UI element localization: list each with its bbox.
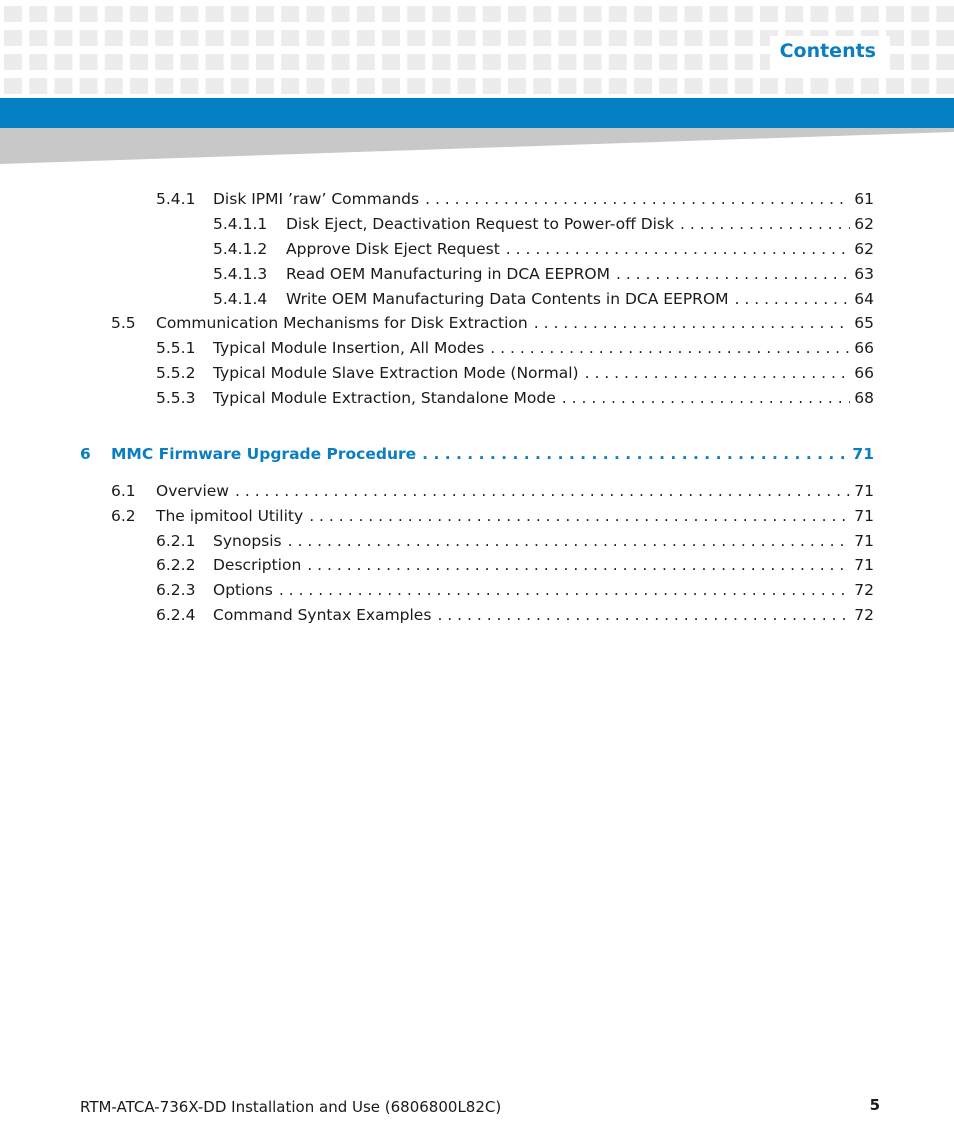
toc-entry[interactable]: [213, 239, 874, 259]
header-blue-band: [0, 98, 954, 128]
toc-entry-label: Disk IPMI ’raw’ Commands: [213, 190, 420, 208]
toc-entry-page: 68: [854, 389, 874, 407]
toc-entry-label: Write OEM Manufacturing Data Contents in DCA EEPROM: [286, 290, 729, 308]
header-grey-wedge: [0, 128, 954, 166]
toc-entry-number: 5.4.1.1: [213, 215, 268, 233]
toc-entry-label: Read OEM Manufacturing in DCA EEPROM: [286, 265, 610, 283]
toc-leader-dots: [422, 444, 848, 464]
toc-entry-number: 5.5.2: [156, 364, 196, 382]
toc-leader-dots: [307, 555, 850, 575]
toc-entry-page: 64: [854, 290, 874, 308]
toc-leader-dots: [680, 214, 850, 234]
toc-entry-number: 5.4.1: [156, 190, 196, 208]
page-title: Contents: [779, 40, 876, 62]
toc-entry-page: 62: [854, 240, 874, 258]
toc-entry[interactable]: [156, 555, 874, 575]
toc-entry-page: 71: [854, 532, 874, 550]
toc-entry-label: Typical Module Slave Extraction Mode (Normal): [213, 364, 579, 382]
toc-entry[interactable]: [111, 481, 874, 501]
toc-entry-label: Disk Eject, Deactivation Request to Power-off Disk: [286, 215, 674, 233]
toc-leader-dots: [534, 313, 851, 333]
toc-leader-dots: [585, 363, 851, 383]
toc-entry-page: 71: [854, 482, 874, 500]
toc-leader-dots: [735, 289, 851, 309]
toc-entry[interactable]: [213, 289, 874, 309]
toc-entry-label: Description: [213, 556, 302, 574]
toc-entry-label: Options: [213, 581, 273, 599]
toc-entry-number: 5.5.3: [156, 389, 196, 407]
toc-entry-page: 65: [854, 314, 874, 332]
toc-leader-dots: [235, 481, 850, 501]
toc-entry[interactable]: [156, 338, 874, 358]
toc-entry-number: 6.2.1: [156, 532, 196, 550]
toc-entry-label: Synopsis: [213, 532, 282, 550]
toc-entry[interactable]: [111, 313, 874, 333]
toc-entry[interactable]: [156, 363, 874, 383]
toc-entry-number: 6.2: [111, 507, 136, 525]
toc-entry-number: 5.4.1.4: [213, 290, 268, 308]
toc-entry-number: 5.5.1: [156, 339, 196, 357]
toc-entry-page: 71: [854, 507, 874, 525]
toc-entry[interactable]: [156, 189, 874, 209]
toc-leader-dots: [309, 506, 850, 526]
toc-entry-page: 63: [854, 265, 874, 283]
toc-leader-dots: [616, 264, 850, 284]
toc-entry-label: Communication Mechanisms for Disk Extraction: [156, 314, 528, 332]
toc-entry-page: 66: [854, 339, 874, 357]
toc-entry-number: 6.2.3: [156, 581, 196, 599]
toc-entry-label: Typical Module Insertion, All Modes: [213, 339, 485, 357]
toc-entry-number: 6.2.4: [156, 606, 196, 624]
toc-entry-number: 5.4.1.3: [213, 265, 268, 283]
toc-entry[interactable]: [156, 531, 874, 551]
toc-entry-number: 5.5: [111, 314, 136, 332]
toc-leader-dots: [288, 531, 851, 551]
toc-entry-page: 71: [852, 445, 874, 463]
toc-entry[interactable]: [156, 388, 874, 408]
toc-entry-number: 6.1: [111, 482, 136, 500]
toc-entry-label: Command Syntax Examples: [213, 606, 432, 624]
toc-entry-page: 72: [854, 606, 874, 624]
toc-entry-number: 6.2.2: [156, 556, 196, 574]
toc-entry-label: Overview: [156, 482, 229, 500]
footer-document-title: RTM-ATCA-736X-DD Installation and Use (6806800L82C): [80, 1098, 502, 1116]
toc-entry[interactable]: [156, 580, 874, 600]
toc-entry[interactable]: [111, 506, 874, 526]
toc-entry-page: 61: [854, 190, 874, 208]
toc-entry-label: MMC Firmware Upgrade Procedure: [111, 445, 417, 463]
toc-entry-label: Typical Module Extraction, Standalone Mode: [213, 389, 556, 407]
toc-entry-number: 5.4.1.2: [213, 240, 268, 258]
toc-entry-page: 72: [854, 581, 874, 599]
toc-entry-label: The ipmitool Utility: [156, 507, 304, 525]
toc-entry[interactable]: [213, 214, 874, 234]
toc-entry-page: 62: [854, 215, 874, 233]
toc-entry-number: 6: [80, 445, 91, 463]
toc-chapter-entry[interactable]: [80, 444, 874, 464]
toc-leader-dots: [425, 189, 850, 209]
toc-leader-dots: [562, 388, 850, 408]
toc-leader-dots: [490, 338, 850, 358]
toc-entry-page: 71: [854, 556, 874, 574]
toc-entry-label: Approve Disk Eject Request: [286, 240, 500, 258]
toc-leader-dots: [279, 580, 850, 600]
toc-entry[interactable]: [213, 264, 874, 284]
toc-entry-page: 66: [854, 364, 874, 382]
toc-entry[interactable]: [156, 605, 874, 625]
toc-leader-dots: [506, 239, 850, 259]
footer-page-number: 5: [869, 1096, 880, 1114]
toc-leader-dots: [437, 605, 850, 625]
